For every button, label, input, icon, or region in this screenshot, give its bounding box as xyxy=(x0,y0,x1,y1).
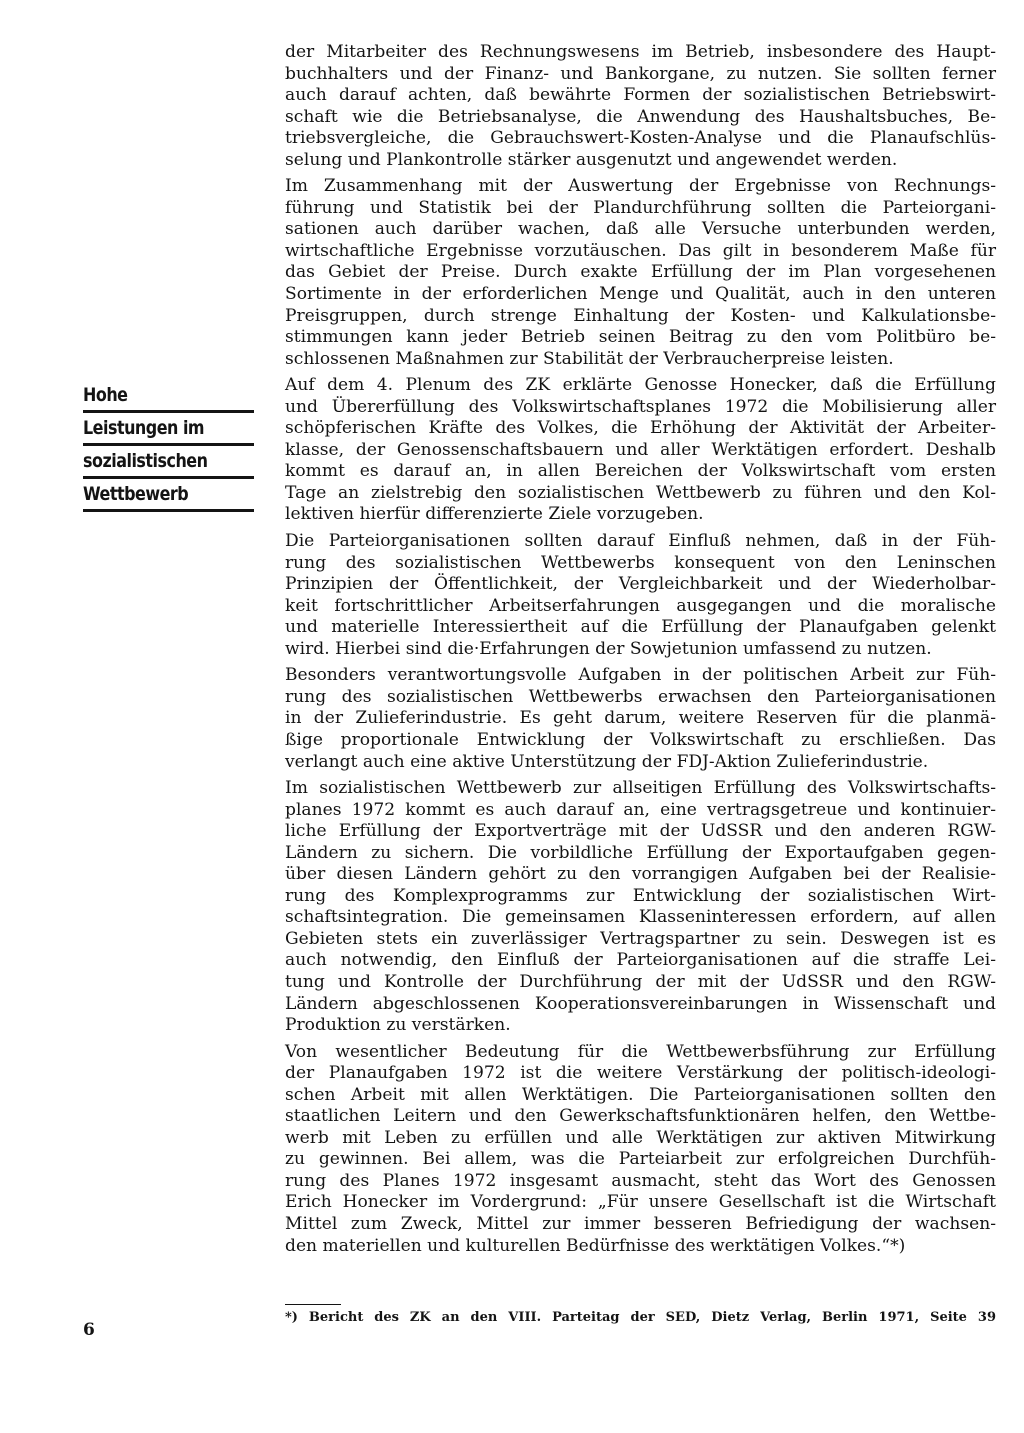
text-line: über diesen Ländern gehört zu den vorrangigen Aufgaben bei der Realisie- xyxy=(285,864,996,885)
text-line: selung und Plankontrolle stärker ausgenutzt und angewendet werden. xyxy=(285,149,898,170)
text-line: in der Zulieferindustrie. Es geht darum, weitere Reserven für die planmä- xyxy=(285,708,996,729)
text-line: Auf dem 4. Plenum des ZK erklärte Genosse Honecker, daß die Erfüllung xyxy=(285,375,996,396)
text-line: schen Arbeit mit allen Werktätigen. Die Parteiorganisationen sollten den xyxy=(285,1084,996,1105)
sidebar-heading-line: Wettbewerb xyxy=(83,483,189,505)
text-line: Gebieten stets ein zuverlässiger Vertragspartner zu sein. Deswegen ist es xyxy=(285,928,996,949)
sidebar-rule xyxy=(83,443,254,446)
text-line: werb mit Leben zu erfüllen und alle Werktätigen zur aktiven Mitwirkung xyxy=(285,1127,996,1148)
text-line: Sortimente in der erforderlichen Menge und Qualität, auch in den unteren xyxy=(285,284,996,305)
text-line: Im Zusammenhang mit der Auswertung der Ergebnisse von Rechnungs- xyxy=(285,176,996,197)
text-line: stimmungen kann jeder Betrieb seinen Beitrag zu den vom Politbüro be- xyxy=(285,327,996,348)
text-line: verlangt auch eine aktive Unterstützung der FDJ-Aktion Zulieferindustrie. xyxy=(285,751,929,772)
sidebar-heading-line: Hohe xyxy=(83,384,128,406)
paragraph xyxy=(285,176,996,370)
text-line: der Mitarbeiter des Rechnungswesens im Betrieb, insbesondere des Haupt- xyxy=(285,42,996,62)
text-line: auch darauf achten, daß bewährte Formen der sozialistischen Betriebswirt- xyxy=(285,85,996,106)
text-line: rung des Planes 1972 insgesamt ausmacht, steht das Wort des Genossen xyxy=(285,1170,996,1191)
text-line: zu gewinnen. Bei allem, was die Parteiarbeit zur erfolgreichen Durchfüh- xyxy=(285,1149,996,1170)
body-text xyxy=(285,42,996,1257)
text-line: Ländern abgeschlossenen Kooperationsvereinbarungen in Wissenschaft und xyxy=(285,993,996,1014)
text-line: führung und Statistik bei der Plandurchführung sollten die Parteiorgani- xyxy=(285,197,996,218)
text-line: schöpferischen Kräfte des Volkes, die Erhöhung der Aktivität der Arbeiter- xyxy=(285,418,996,439)
text-line: wirtschaftliche Ergebnisse vorzutäuschen. Das gilt in besonderem Maße für xyxy=(285,240,996,261)
text-line: und Übererfüllung des Volkswirtschaftsplanes 1972 die Mobilisierung aller xyxy=(285,396,996,417)
paragraph xyxy=(285,531,996,660)
paragraph xyxy=(285,42,996,171)
text-line: ßige proportionale Entwicklung der Volkswirtschaft zu erschließen. Das xyxy=(285,729,996,750)
text-line: Prinzipien der Öffentlichkeit, der Vergleichbarkeit und der Wiederholbar- xyxy=(285,574,996,595)
text-line: Die Parteiorganisationen sollten darauf Einfluß nehmen, daß in der Füh- xyxy=(285,531,996,552)
text-line: rung des sozialistischen Wettbewerbs erwachsen den Parteiorganisationen xyxy=(285,686,996,707)
text-line: Erich Honecker im Vordergrund: „Für unsere Gesellschaft ist die Wirtschaft xyxy=(285,1192,996,1213)
sidebar-heading xyxy=(83,384,254,516)
text-line: wird. Hierbei sind die·Erfahrungen der Sowjetunion umfassend zu nutzen. xyxy=(285,638,932,659)
footnote-rule xyxy=(285,1304,341,1305)
text-line: kommt es darauf an, in allen Bereichen der Volkswirtschaft vom ersten xyxy=(285,461,996,482)
text-line: Ländern zu sichern. Die vorbildliche Erfüllung der Exportaufgaben gegen- xyxy=(285,842,996,863)
paragraph xyxy=(285,665,996,773)
text-line: schaft wie die Betriebsanalyse, die Anwendung des Haushaltsbuches, Be- xyxy=(285,106,996,127)
text-line: planes 1972 kommt es auch darauf an, eine vertragsgetreue und kontinuier- xyxy=(285,799,996,820)
text-line: rung des sozialistischen Wettbewerbs konsequent von den Leninschen xyxy=(285,552,996,573)
text-line: sationen auch darüber wachen, daß alle Versuche unterbunden werden, xyxy=(285,219,996,240)
text-line: Tage an zielstrebig den sozialistischen Wettbewerb zu führen und den Kol- xyxy=(285,482,996,503)
text-line: liche Erfüllung der Exportverträge mit der UdSSR und den anderen RGW- xyxy=(285,821,996,842)
sidebar-heading-line: sozialistischen xyxy=(83,450,208,472)
text-line: Produktion zu verstärken. xyxy=(285,1015,511,1036)
page-number: 6 xyxy=(83,1320,95,1340)
text-line: Mittel zum Zweck, Mittel zur immer besseren Befriedigung der wachsen- xyxy=(285,1213,996,1234)
sidebar-rule xyxy=(83,410,254,413)
sidebar-heading-line: Leistungen im xyxy=(83,417,205,439)
text-line: keit fortschrittlicher Arbeitserfahrungen ausgegangen und die moralische xyxy=(285,595,996,616)
text-line: lektiven hierfür differenzierte Ziele vorzugeben. xyxy=(285,504,704,525)
text-line: auch notwendig, den Einfluß der Parteiorganisationen auf die straffe Lei- xyxy=(285,950,996,971)
text-line: klasse, der Genossenschaftsbauern und aller Werktätigen erfordert. Deshalb xyxy=(285,439,996,460)
text-line: schlossenen Maßnahmen zur Stabilität der Verbraucherpreise leisten. xyxy=(285,348,894,369)
text-line: den materiellen und kulturellen Bedürfnisse des werktätigen Volkes.“*) xyxy=(285,1235,906,1256)
text-line: tung und Kontrolle der Durchführung der mit der UdSSR und den RGW- xyxy=(285,971,996,992)
paragraph xyxy=(285,1042,996,1257)
text-line: schaftsintegration. Die gemeinsamen Klasseninteressen erfordern, auf allen xyxy=(285,907,996,928)
text-line: buchhalters und der Finanz- und Bankorgane, zu nutzen. Sie sollten ferner xyxy=(285,63,996,84)
text-line: das Gebiet der Preise. Durch exakte Erfüllung der im Plan vorgesehenen xyxy=(285,262,996,283)
text-line: rung des Komplexprogramms zur Entwicklung der sozialistischen Wirt- xyxy=(285,885,996,906)
text-line: und materielle Interessiertheit auf die Erfüllung der Planaufgaben gelenkt xyxy=(285,617,996,638)
sidebar-rule xyxy=(83,476,254,479)
text-line: Von wesentlicher Bedeutung für die Wettbewerbsführung zur Erfüllung xyxy=(285,1041,996,1062)
paragraph xyxy=(285,778,996,1037)
text-line: staatlichen Leitern und den Gewerkschaftsfunktionären helfen, den Wettbe- xyxy=(285,1106,996,1127)
text-line: Im sozialistischen Wettbewerb zur allseitigen Erfüllung des Volkswirtschafts- xyxy=(285,778,996,799)
paragraph xyxy=(285,375,996,526)
text-line: triebsvergleiche, die Gebrauchswert-Kosten-Analyse und die Planaufschlüs- xyxy=(285,128,996,149)
text-line: Preisgruppen, durch strenge Einhaltung der Kosten- und Kalkulationsbe- xyxy=(285,305,996,326)
footnote: *) Bericht des ZK an den VIII. Parteitag der SED, Dietz Verlag, Berlin 1971, Seite 39 xyxy=(285,1310,996,1325)
sidebar-rule xyxy=(83,509,254,512)
text-line: der Planaufgaben 1972 ist die weitere Verstärkung der politisch-ideologi- xyxy=(285,1063,996,1084)
text-line: Besonders verantwortungsvolle Aufgaben in der politischen Arbeit zur Füh- xyxy=(285,665,996,686)
